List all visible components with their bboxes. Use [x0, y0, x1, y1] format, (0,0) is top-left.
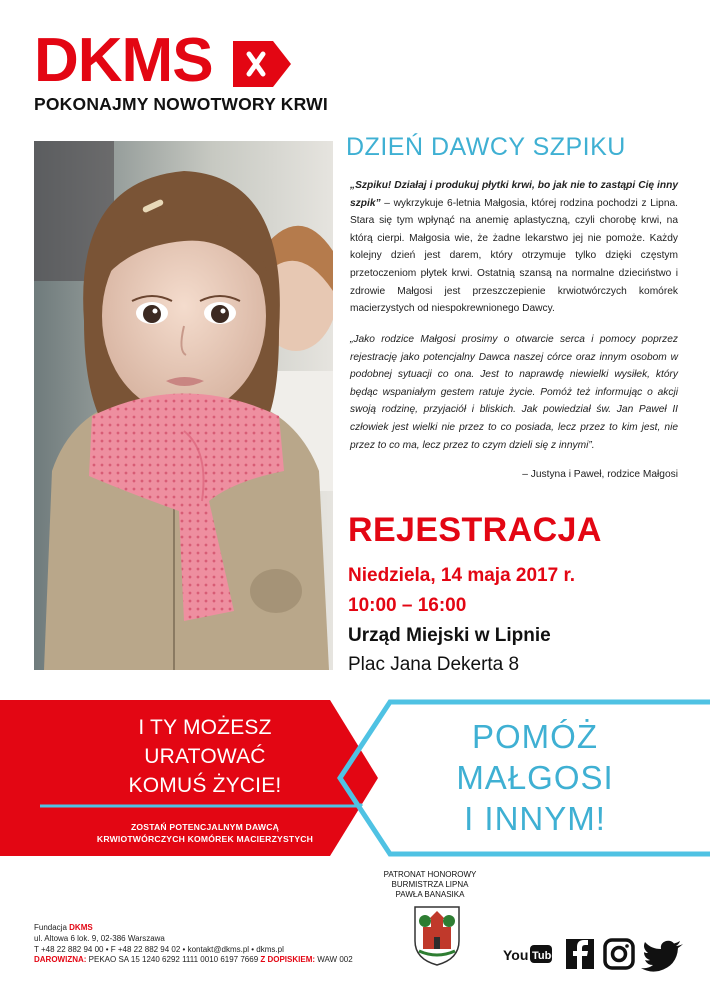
donation-note-value: WAW 002 [315, 955, 353, 965]
girl-photo [34, 141, 333, 670]
registration-title: REJESTRACJA [348, 511, 602, 549]
donation-account: PEKAO SA 15 1240 6292 1111 0010 6197 7669 [86, 955, 261, 965]
dkms-logo [34, 26, 213, 95]
story-paragraph-1 [350, 177, 678, 318]
foundation-name [34, 923, 404, 934]
quote-signature: – Justyna i Paweł, rodzice Małgosi [522, 469, 678, 480]
foundation-brand: DKMS [69, 923, 93, 932]
help-slogan-line-1: POMÓŻ [472, 718, 598, 755]
facebook-icon[interactable] [566, 939, 594, 969]
instagram-icon[interactable] [605, 940, 633, 968]
svg-text:You: You [503, 947, 529, 963]
registration-place: Urząd Miejski w Lipnie [348, 625, 551, 646]
logo-wordmark: DKMS [34, 26, 213, 95]
help-slogan-line-3: I INNYM! [464, 800, 606, 837]
footer-contact [34, 923, 404, 966]
story-text: – wykrzykuje 6-letnia Małgosia, której rodzina pochodzi z Lipna. Stara się tym wpłynąć na anemię aplastyczną, czyli chorobę krwi, na którą cierpi. Małgosia wie, że żadne lekarstwo jej nie pomoże. Każdy kolejny dzień jest darem, który otrzymuje tylko dzięki częstym przetoczeniom płytek krwi. Ostatnią szansą na normalne dzieciństwo i zdrowie Małgosi jest przeszczepienie krwiotwórczych komórek macierzystych od niespokrewnionego Dawcy. [350, 197, 678, 315]
registration-date: Niedziela, 14 maja 2017 r. [348, 565, 576, 586]
foundation-address: ul. Altowa 6 lok. 9, 02-386 Warszawa [34, 933, 165, 943]
parents-quote [350, 331, 678, 454]
banner-subtitle-line-2: KRWIOTWÓRCZYCH KOMÓREK MACIERZYSTYCH [96, 834, 314, 844]
svg-text:Tube: Tube [532, 950, 558, 962]
honorary-patronage [375, 870, 485, 900]
twitter-icon[interactable] [641, 941, 683, 972]
registration-address: Plac Jana Dekerta 8 [348, 654, 520, 675]
foundation-contact: T +48 22 882 94 00 • F +48 22 882 94 02 • kontakt@dkms.pl • dkms.pl [34, 944, 284, 954]
logo-arrow-x-icon [233, 41, 291, 87]
banner-slogan-line-3: KOMUŚ ŻYCIE! [128, 774, 282, 797]
lipno-coat-of-arms-icon [413, 905, 461, 967]
parents-quote-text: „Jako rodzice Małgosi prosimy o otwarcie serca i pomocy poprzez rejestrację jako potencjalny Dawca naszej córce oraz innym osobom w podobnej sytuacji co ona. Jest to naprawdę niewielki wysiłek, który będąc wspaniałym gestem ratuje życie. Pomóż też informując o akcji swoją rodzinę, przyjaciół i bliskich. Jak powiedział św. Jan Paweł II człowiek jest wielki nie przez to co posiada, lecz przez to kim jest, nie przez to co ma, lecz przez to czym dzieli się z innymi”. [350, 334, 678, 451]
brand-tagline: POKONAJMY NOWOTWORY KRWI [34, 94, 328, 114]
donation-note-label: Z DOPISKIEM: [260, 955, 316, 965]
child-quote: „Szpiku! Działaj i produkuj płytki krwi, bo jak nie to zastąpi Cię inny szpik” [350, 180, 678, 209]
donation-info [34, 955, 404, 966]
donation-label: DAROWIZNA: [34, 955, 87, 965]
event-headline: DZIEŃ DAWCY SZPIKU [346, 133, 626, 161]
patronage-line-1: PATRONAT HONOROWY [383, 870, 477, 879]
foundation-prefix: Fundacja [34, 923, 70, 932]
banner-subtitle-line-1: ZOSTAŃ POTENCJALNYM DAWCĄ [130, 822, 280, 832]
patronage-line-3: PAWŁA BANASIKA [395, 890, 465, 899]
registration-time: 10:00 – 16:00 [348, 595, 467, 616]
social-media-icons [503, 935, 685, 973]
banner-slogan-line-1: I TY MOŻESZ [138, 716, 272, 739]
help-slogan-line-2: MAŁGOSI [456, 759, 614, 796]
patronage-line-2: BURMISTRZA LIPNA [391, 880, 469, 889]
youtube-icon[interactable] [503, 945, 557, 963]
banner-slogan-line-2: URATOWAĆ [144, 745, 266, 768]
